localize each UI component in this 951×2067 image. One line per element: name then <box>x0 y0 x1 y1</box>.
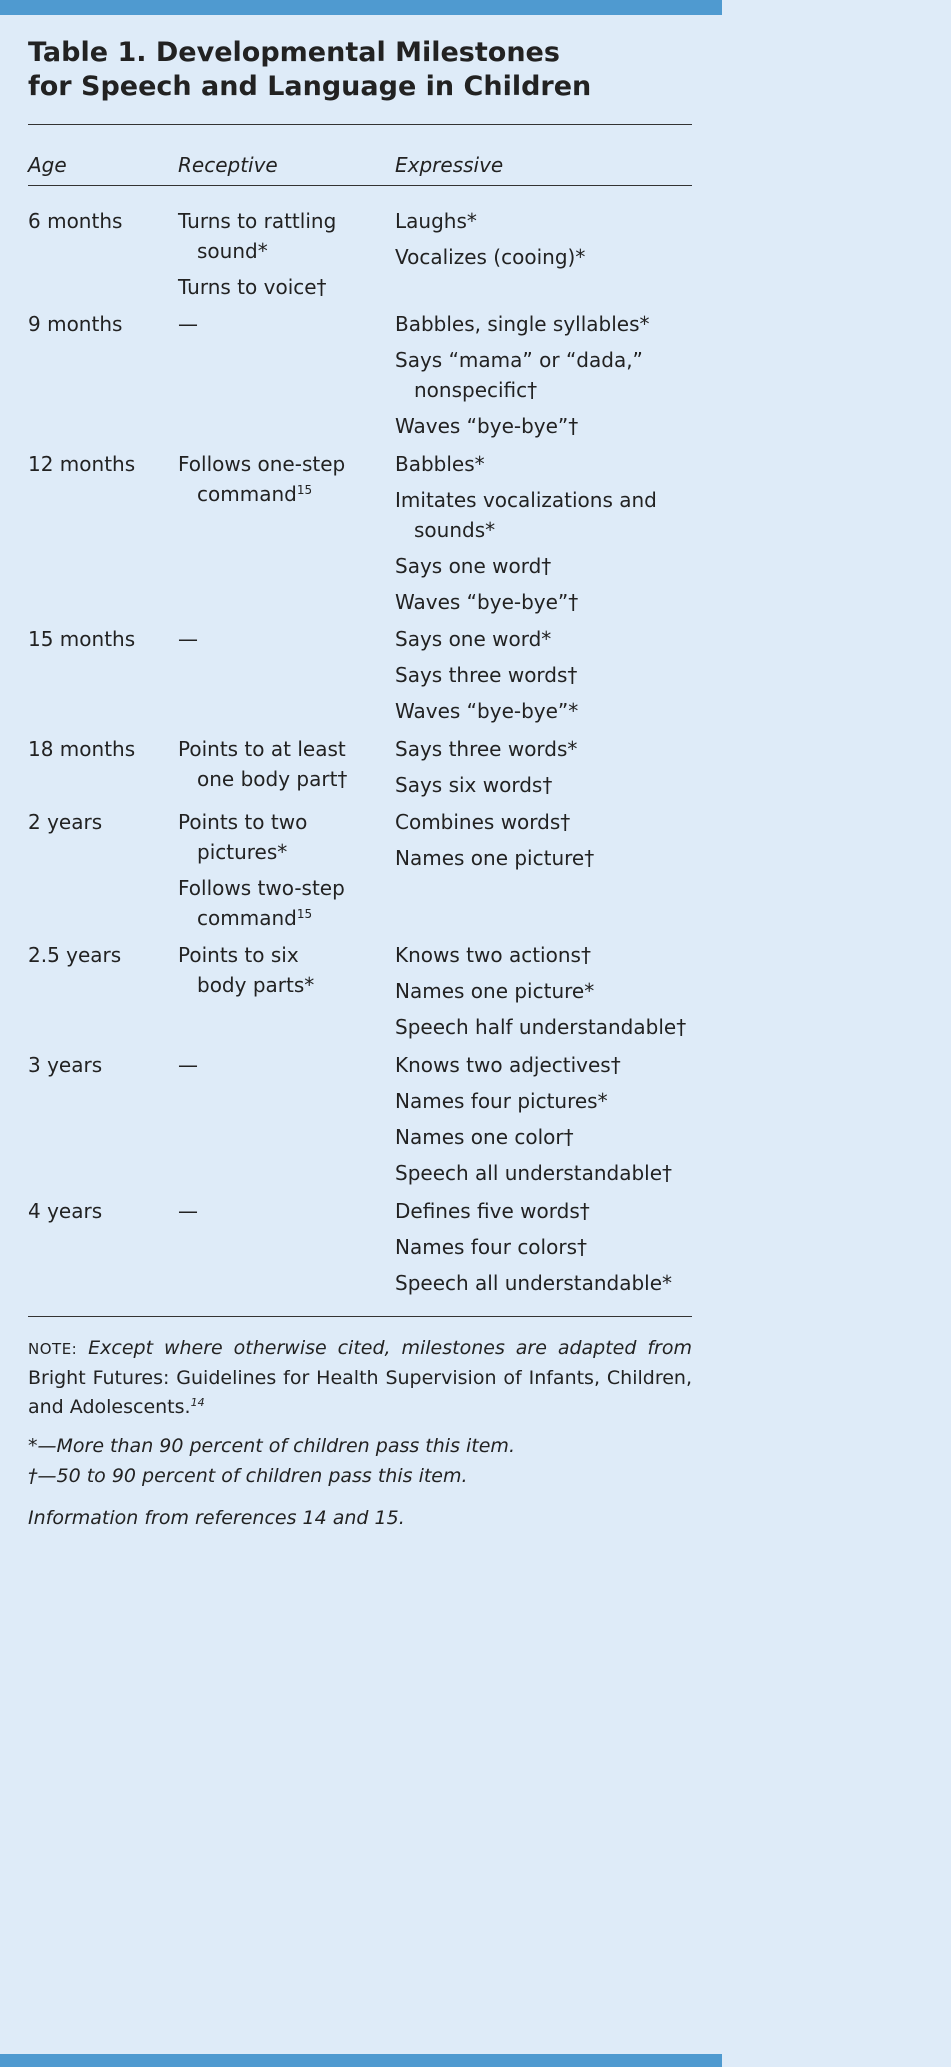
note-label: NOTE: <box>28 1340 78 1358</box>
table-cell-age: 12 months <box>28 452 136 476</box>
table-cell-expressive-line: Waves “bye-bye”† <box>395 590 579 614</box>
table-note <box>28 1334 692 1422</box>
table-cell-receptive-line: — <box>178 627 198 651</box>
table-cell-receptive-line: Points to two <box>178 810 308 834</box>
table-cell-receptive-line: Follows two-step <box>178 876 345 900</box>
table-cell-receptive-line: one body part† <box>197 767 348 791</box>
table-cell-expressive-line: Says “mama” or “dada,” <box>395 348 643 372</box>
table-cell-receptive-line: Turns to rattling <box>178 209 337 233</box>
bottom-accent-bar <box>0 2054 722 2067</box>
table-cell-expressive-line: Says three words* <box>395 737 578 761</box>
table-cell-expressive-line: Speech all understandable* <box>395 1271 673 1295</box>
column-header-receptive: Receptive <box>178 153 278 177</box>
table-cell-receptive-line: Points to six <box>178 943 299 967</box>
table-cell-age: 2.5 years <box>28 943 122 967</box>
source-line: Information from references 14 and 15. <box>28 1507 405 1529</box>
table-cell-expressive-line: Imitates vocalizations and <box>395 488 657 512</box>
table-cell-receptive-line: sound* <box>197 239 268 263</box>
table-title-line-2: for Speech and Language in Children <box>28 71 592 102</box>
table-cell-expressive-line: sounds* <box>414 518 496 542</box>
table-cell-text: command <box>197 482 297 506</box>
table-cell-expressive-line: Names one picture† <box>395 846 595 870</box>
note-reference-sup: 14 <box>190 1396 205 1409</box>
table-cell-receptive-line: pictures* <box>197 840 288 864</box>
table-title-line-1: Table 1. Developmental Milestones <box>28 37 560 68</box>
table-cell-receptive-line <box>197 903 312 933</box>
table-cell-receptive-line: — <box>178 1053 198 1077</box>
table-cell-expressive-line: Waves “bye-bye”* <box>395 699 579 723</box>
table-cell-expressive-line: Babbles, single syllables* <box>395 312 650 336</box>
table-cell-age: 2 years <box>28 810 103 834</box>
table-cell-age: 4 years <box>28 1199 103 1223</box>
table-cell-age: 3 years <box>28 1053 103 1077</box>
table-cell-expressive-line: Says three words† <box>395 663 578 687</box>
table-title <box>28 36 688 104</box>
reference-sup: 15 <box>296 483 313 497</box>
table-cell-expressive-line: Speech half understandable† <box>395 1015 687 1039</box>
table-cell-expressive-line: nonspecific† <box>414 378 538 402</box>
table-cell-expressive-line: Names four colors† <box>395 1235 587 1259</box>
table-cell-expressive-line: Names one color† <box>395 1125 574 1149</box>
column-header-age: Age <box>28 153 67 177</box>
note-italic-text: Except where otherwise cited, milestones are adapted from <box>88 1337 692 1359</box>
table-cell-age: 15 months <box>28 627 136 651</box>
table-cell-expressive-line: Says six words† <box>395 773 553 797</box>
table-cell-receptive-line: — <box>178 312 198 336</box>
table-cell-expressive-line: Babbles* <box>395 452 485 476</box>
table-cell-receptive-line: Follows one-step <box>178 452 346 476</box>
table-cell-expressive-line: Knows two adjectives† <box>395 1053 621 1077</box>
table-cell-receptive-line: Points to at least <box>178 737 346 761</box>
table-cell-receptive-line: body parts* <box>197 973 315 997</box>
table-cell-expressive-line: Vocalizes (cooing)* <box>395 245 586 269</box>
footnote-dagger: †—50 to 90 percent of children pass this item. <box>28 1465 468 1487</box>
table-cell-receptive-line: Turns to voice† <box>178 275 327 299</box>
table-cell-age: 18 months <box>28 737 136 761</box>
table-cell-expressive-line: Waves “bye-bye”† <box>395 414 579 438</box>
table-cell-expressive-line: Says one word† <box>395 554 552 578</box>
table-cell-expressive-line: Laughs* <box>395 209 477 233</box>
table-cell-receptive-line: — <box>178 1199 198 1223</box>
table-cell-age: 9 months <box>28 312 123 336</box>
footnote-star: *—More than 90 percent of children pass this item. <box>28 1435 515 1457</box>
rule-header <box>28 185 692 186</box>
table-cell-receptive-line <box>197 479 312 509</box>
reference-sup: 15 <box>296 907 313 921</box>
table-cell-expressive-line: Knows two actions† <box>395 943 591 967</box>
table-cell-expressive-line: Names one picture* <box>395 979 595 1003</box>
table-cell-expressive-line: Defines five words† <box>395 1199 590 1223</box>
table-cell-text: command <box>197 906 297 930</box>
rule-top <box>28 124 692 125</box>
rule-bottom <box>28 1316 692 1317</box>
table-cell-expressive-line: Says one word* <box>395 627 552 651</box>
table-cell-age: 6 months <box>28 209 123 233</box>
top-accent-bar <box>0 0 722 15</box>
table-cell-expressive-line: Combines words† <box>395 810 571 834</box>
table-cell-expressive-line: Speech all understandable† <box>395 1161 673 1185</box>
column-header-expressive: Expressive <box>395 153 504 177</box>
table-cell-expressive-line: Names four pictures* <box>395 1089 608 1113</box>
note-source-title: Bright Futures: Guidelines for Health Supervision of Infants, Children, and Adolescents. <box>28 1367 692 1418</box>
